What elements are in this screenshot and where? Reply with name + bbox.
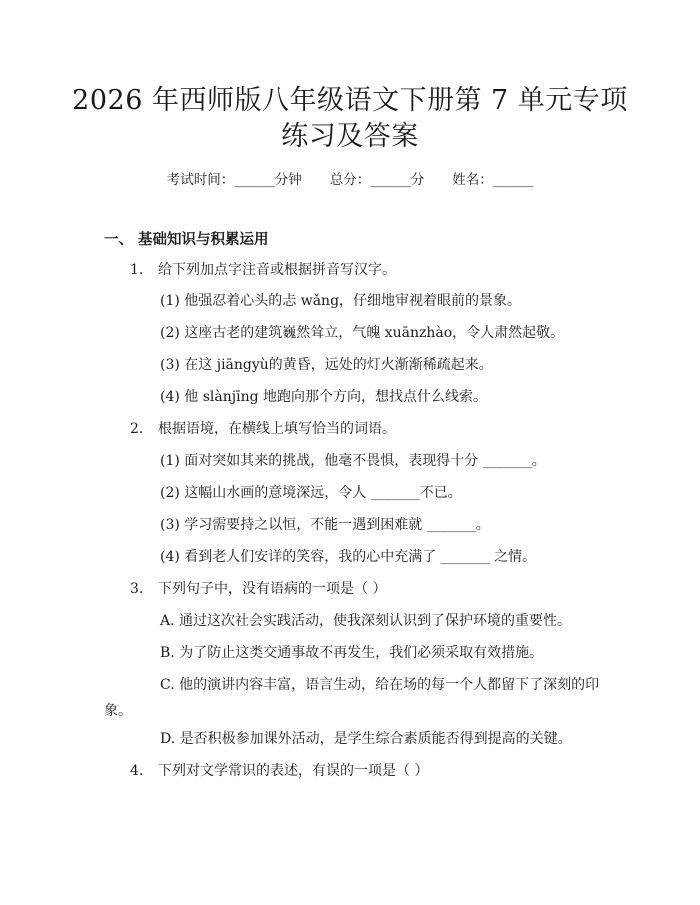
question-text: 根据语境，在横线上填写恰当的词语。 — [158, 421, 396, 437]
question-number: 1. — [130, 262, 144, 278]
question-2-item: (1) 面对突如其来的挑战，他毫不畏惧，表现得十分 _______。 — [160, 453, 546, 469]
question-1 — [130, 260, 396, 280]
document-title-line-1: 2026 年西师版八年级语文下册第 7 单元专项 — [72, 85, 628, 116]
question-2-item: (4) 看到老人们安详的笑容，我的心中充满了 _______ 之情。 — [160, 549, 537, 565]
question-3 — [130, 579, 386, 599]
question-2-item: (2) 这幅山水画的意境深远，令人 _______不已。 — [160, 485, 462, 501]
section-heading: 一、 基础知识与积累运用 — [104, 231, 269, 248]
student-name: 姓名：______ — [452, 172, 534, 188]
question-1-item: (3) 在这 jiāngyù的黄昏，远处的灯火渐渐稀疏起来。 — [160, 357, 493, 373]
question-text: 给下列加点字注音或根据拼音写汉字。 — [158, 262, 396, 278]
question-3-option: B. 为了防止这类交通事故不再发生，我们必须采取有效措施。 — [160, 645, 544, 661]
question-1-item: (4) 他 slànjīng 地跑向那个方向，想找点什么线索。 — [160, 389, 488, 405]
question-3-option: C. 他的演讲内容丰富，语言生动，给在场的每一个人都留下了深刻的印象。 — [104, 677, 600, 719]
exam-meta — [0, 168, 700, 188]
exam-time: 考试时间：______分钟 — [166, 172, 302, 188]
question-3-option: A. 通过这次社会实践活动，使我深刻认识到了保护环境的重要性。 — [160, 613, 572, 629]
question-2 — [130, 419, 396, 439]
question-number: 2. — [130, 421, 144, 437]
question-4 — [130, 761, 428, 781]
question-1-item: (2) 这座古老的建筑巍然耸立，气魄 xuānzhào，令人肃然起敬。 — [160, 325, 565, 341]
question-1-item: (1) 他强忍着心头的忐 wǎng，仔细地审视着眼前的景象。 — [160, 293, 522, 309]
question-number: 4. — [130, 763, 144, 779]
question-2-item: (3) 学习需要持之以恒，不能一遇到困难就 _______。 — [160, 517, 490, 533]
question-number: 3. — [130, 581, 144, 597]
question-text: 下列对文学常识的表述，有误的一项是（ ） — [158, 763, 429, 779]
question-3-option: D. 是否积极参加课外活动，是学生综合素质能否得到提高的关键。 — [160, 731, 572, 747]
question-text: 下列句子中，没有语病的一项是（ ） — [158, 581, 387, 597]
exam-score: 总分：______分 — [329, 172, 425, 188]
document-title-line-2: 练习及答案 — [281, 121, 419, 152]
